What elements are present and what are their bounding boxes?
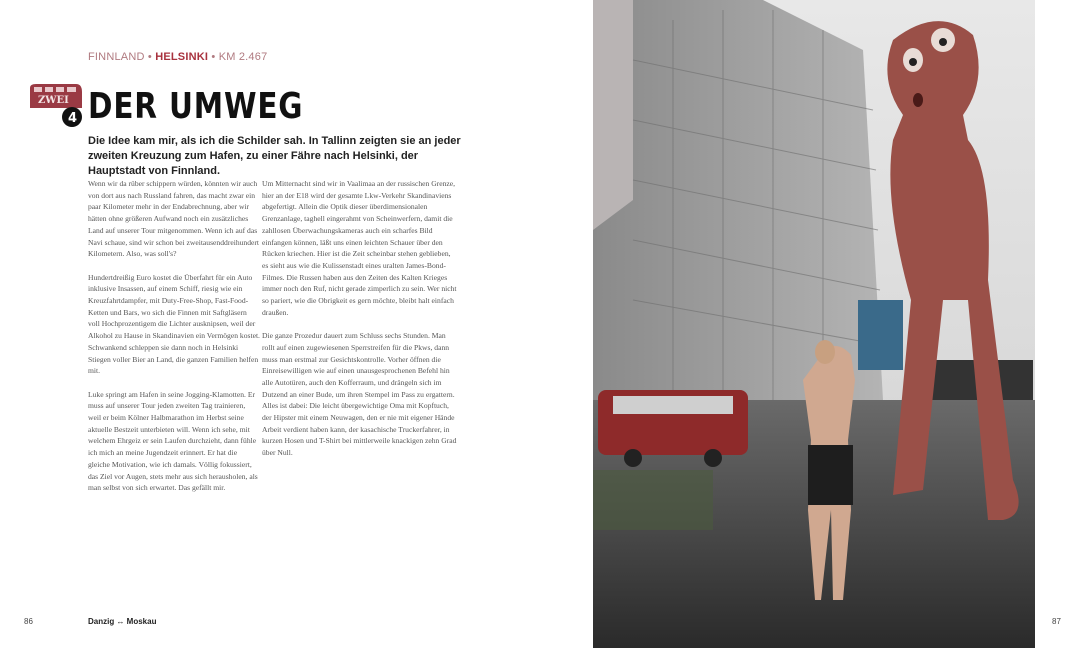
page-number-right: 87: [1052, 617, 1061, 626]
text-column-2: [262, 178, 457, 471]
country: FINNLAND: [88, 51, 145, 63]
running-title: Danzig ↔ Moskau: [88, 617, 157, 626]
location-kicker: [88, 51, 267, 63]
body-paragraph: Wenn wir da rüber schippern würden, könnten wir auch von dort aus nach Russland fahren, das macht zwar ein paar Kilometer mehr in der Endabrechnung, aber wir hätten ohne größeren Aufwand noch ein zusätzliches Land auf unserer Tour mitgenommen. Wenn ich auf das Navi schaue, sind wir schon bei zweitausenddreihundert Kilometern. Also, was soll's?: [88, 179, 260, 259]
body-paragraph: Luke springt am Hafen in seine Jogging-Klamotten. Er muss auf unserer Tour jeden zweiten Tag trainieren, weil er beim Kölner Halbmarathon im Herbst seine aktuelle Bestzeit unterbieten will. Wenn ich sehe, mit welchem Ehrgeiz er sein Laufen durchzieht, dann fühle ich mich an meine Jugendzeit erinnert. Er hat die gleiche Motivation, wie ich damals. Völlig fokussiert, das Ziel vor Augen, stets mehr aus sich herausholen, als man selbst von sich erwartet. Das gefällt mir.: [88, 389, 258, 493]
page-number-left: 86: [24, 617, 33, 626]
distance: KM 2.467: [218, 51, 268, 63]
badge-number: 4: [68, 111, 78, 126]
bus-badge-icon: [28, 82, 84, 128]
body-paragraph: Um Mitternacht sind wir in Vaalimaa an der russischen Grenze, hier an der E18 wird der gesamte Lkw-Verkehr Skandinaviens abgefertigt. Allein die Optik dieser überdimensionalen Grenzanlage, taghell eingerahmt von Scheinwerfern, damit die zahllosen Überwachungskameras auch ein scharfes Bild einfangen können, läßt uns einen leichten Schauer über den Rücken kriechen. Hier ist die Zeit scheinbar stehen geblieben, es sieht aus wie die Kulissenstadt eines uralten James-Bond-Filmes. Die Russen haben aus den Zeiten des Kalten Krieges immer noch den Ruf, nicht gerade zimperlich zu sein. Wer nicht so pariert, wie die Obrigkeit es gern möchte, bleibt halt einfach draußen.: [262, 179, 457, 317]
city: HELSINKI: [155, 51, 209, 63]
text-column-1: [88, 178, 260, 506]
body-paragraph: Die ganze Prozedur dauert zum Schluss sechs Stunden. Man rollt auf einen zugewiesenen Sperrstreifen für die Pkws, dann muss man erstmal zur Gesichtskontrolle. Vorher öffnen die Einreisewilligen wie auf einen unausgesprochenen Befehl hin alle Autotüren, auch den Kofferraum, und drängeln sich im Dutzend an einer Bude, um ihren Stempel im Pass zu ergattern. Alles ist dabei: Die leicht übergewichtige Oma mit Kopftuch, der Hipster mit einem Neuwagen, den er nie mit eigener Hände Arbeit verdient haben kann, der kasachische Truckerfahrer, in kurzen Hosen und T-Shirt bei mittlerweile knackigen zehn Grad über Null.: [262, 331, 457, 458]
badge-text: ZWEI: [38, 95, 69, 106]
separator: •: [208, 51, 219, 63]
body-paragraph: Hundertdreißig Euro kostet die Überfahrt für ein Auto inklusive Insassen, auf einem Schiff, riesig wie ein Kreuzfahrtdampfer, mit Duty-Free-Shop, Fast-Food-Ketten und Bars, wo sich die Finnen mit Saftgläsern voll Hochprozentigem die Lichter ausknipsen, weil der Alkohol zu Hause in Skandinavien ein Vermögen kostet. Schwankend schleppen sie dann noch in Helsinki Stiegen voller Bier an Land, die ganzen Familien helfen mit.: [88, 272, 260, 376]
article-title: DER UMWEG: [88, 86, 304, 127]
lead-paragraph: Die Idee kam mir, als ich die Schilder sah. In Tallinn zeigten sie an jeder zweiten Kreuzung zum Hafen, zu einer Fähre nach Helsinki, der Hauptstadt von Finnland.: [88, 135, 461, 177]
photo-statue-street: [593, 0, 1035, 648]
separator: •: [144, 51, 156, 63]
